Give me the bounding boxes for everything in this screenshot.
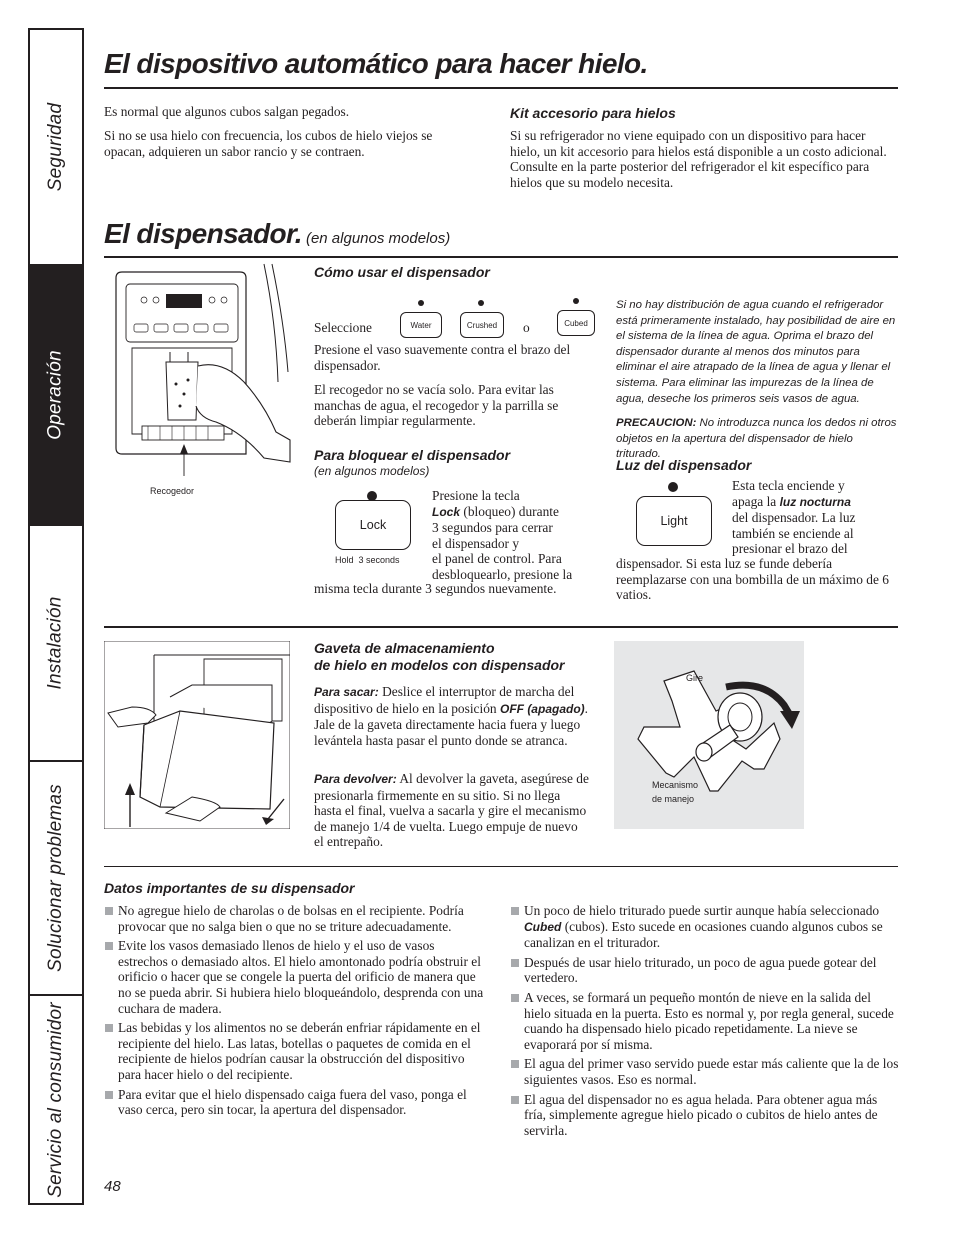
- kit-text: Si su refrigerador no viene equipado con un dispositivo para hacer hielo, un kit accesorio para hielos está disponible a un costo adicional. Consulte en la parte posterior del refrigerador el kit específico para hielos que su modelo necesita.: [510, 128, 887, 190]
- lock-line-3: 3 segundos para cerrar: [432, 520, 553, 536]
- page-title: El dispositivo automático para hacer hielo.: [104, 48, 648, 79]
- gire-caption: Gire: [686, 673, 704, 683]
- bin-return-paragraph: [314, 771, 590, 850]
- list-item: El agua del dispensador no es agua helada. Para obtener agua más fría, simplemente agregue hielo picado o cubitos de hielo antes de servirla.: [510, 1092, 900, 1139]
- select-word: Seleccione: [314, 320, 372, 335]
- return-label: Para devolver:: [314, 772, 397, 786]
- light-instructions: [732, 478, 902, 557]
- lock-hold-caption: Hold 3 seconds: [335, 555, 400, 565]
- light-line-1: Esta tecla enciende y: [732, 478, 845, 493]
- tab-seguridad[interactable]: Seguridad: [45, 102, 66, 192]
- list-item: Después de usar hielo triturado, un poco de agua puede gotear del vertedero.: [510, 955, 900, 986]
- light-button[interactable]: Light: [636, 496, 712, 546]
- list-item: Evite los vasos demasiado llenos de hielo y el uso de vasos estrechos o demasiado altos. El hielo amontonado podría obstruir el orificio o hacer que se congele la puerta del orificio de manera que no se pueda abrir. Si hubiera hielo bloqueándolo, desprenda con una cuchara de madera.: [104, 938, 484, 1016]
- ice-bin-illustration: [104, 641, 290, 829]
- cubed-indicator: [573, 298, 579, 304]
- light-key-label: luz nocturna: [779, 494, 851, 509]
- lock-line-2-text: (bloqueo) durante: [463, 503, 559, 519]
- lock-button[interactable]: Lock: [335, 500, 411, 550]
- list-item: [510, 903, 900, 951]
- title-rule: [104, 87, 898, 89]
- crushed-button[interactable]: Crushed: [460, 312, 504, 338]
- dispenser-rule: [104, 256, 898, 258]
- dispenser-title-text: El dispensador.: [104, 218, 302, 249]
- light-line-6: dispensador. Si esta luz se funde debería reemplazarse con una bombilla de un máximo de 6 vatios.: [616, 556, 889, 603]
- dispenser-title: [104, 218, 450, 250]
- lock-line-7: misma tecla durante 3 segundos nuevamente.: [314, 581, 557, 596]
- mechanism-caption: [652, 778, 698, 806]
- mechanism-caption-line-1: Mecanismo: [652, 780, 699, 790]
- light-indicator: [668, 482, 678, 492]
- remove-text-a: Deslice el interruptor de marcha del dispositivo de hielo en la posición: [314, 684, 575, 716]
- facts-heading: Datos importantes de su dispensador: [104, 880, 355, 896]
- dispenser-illustration: [104, 262, 296, 476]
- lock-line-4: el dispensador y: [432, 535, 520, 551]
- bin-heading: [314, 640, 565, 674]
- caution-text: No introduzca nunca los dedos ni otros objetos en la apertura del dispensador de hielo triturado.: [616, 417, 897, 461]
- bin-rule: [104, 626, 898, 628]
- how-paragraph-1: Presione el vaso suavemente contra el brazo del dispensador.: [314, 342, 571, 373]
- tab-solucionar-problemas[interactable]: Solucionar problemas: [30, 760, 82, 994]
- lock-line-2: [432, 504, 602, 521]
- list-item: A veces, se formará un pequeño montón de nieve en la salida del hielo situada en la puerta. Esto es normal y, por regla general, sucede cuando ha dispensado hielo picado repetidamente. La nieve se evaporará por sí misma.: [510, 990, 900, 1052]
- tab-instalacion[interactable]: Instalación: [45, 596, 67, 690]
- icemaker-paragraph-2: Si no se usa hielo con frecuencia, los cubos de hielo viejos se opacan, adquieren un sabor rancio y se contraen.: [104, 128, 433, 159]
- kit-heading: Kit accesorio para hielos: [510, 105, 676, 121]
- recogedor-caption: Recogedor: [150, 486, 195, 496]
- lock-line-6: desbloquearlo, presione la: [432, 566, 573, 582]
- ice-bin-drawing: [104, 641, 290, 829]
- facts-right-list: [510, 903, 900, 1142]
- lock-sub: (en algunos modelos): [314, 464, 430, 478]
- cubed-fact-text-a: Un poco de hielo triturado puede surtir aunque había seleccionado: [524, 903, 880, 918]
- water-button[interactable]: Water: [400, 312, 442, 338]
- light-line-2-text: apaga la: [732, 493, 777, 509]
- bin-heading-line-1: Gaveta de almacenamiento: [314, 640, 495, 656]
- how-heading: Cómo usar el dispensador: [314, 264, 490, 280]
- dispenser-title-note: (en algunos modelos): [305, 230, 451, 247]
- lock-line-1: Presione la tecla: [432, 488, 520, 503]
- side-tab-column: [28, 28, 84, 1205]
- cubed-button[interactable]: Cubed: [557, 310, 595, 336]
- light-line-4: también se enciende al: [732, 525, 854, 541]
- page-number: 48: [104, 1178, 121, 1195]
- drive-mechanism-drawing: [614, 641, 804, 829]
- or-word: o: [523, 320, 530, 335]
- drive-mechanism-illustration: [614, 641, 804, 829]
- mechanism-caption-line-2: de manejo: [652, 794, 695, 804]
- facts-rule: [104, 866, 898, 867]
- how-paragraph-2: El recogedor no se vacía solo. Para evitar las manchas de agua, el recogedor y la parrilla se deberán limpiar regularmente.: [314, 382, 559, 429]
- list-item: Para evitar que el hielo dispensado caiga fuera del vaso, ponga el vaso cerca, pero sin tocar, la apertura del dispensador.: [104, 1087, 484, 1118]
- cubed-key-label: Cubed: [524, 919, 562, 934]
- air-note: Si no hay distribución de agua cuando el refrigerador está primeramente instalado, hay posibilidad de aire en el sistema de la línea de agua. Oprima el brazo del dispensador durante al menos dos minutos para eliminar el aire atrapado de la línea de agua y llenar el sistema. Para eliminar las impurezas de la línea de agua, deseche los primeros seis vasos de agua.: [616, 299, 896, 405]
- lock-line-5: el panel de control. Para: [432, 551, 562, 567]
- remove-label: Para sacar:: [314, 685, 379, 699]
- bin-remove-paragraph: [314, 684, 588, 748]
- lock-key-label: Lock: [432, 504, 461, 519]
- return-text: Al devolver la gaveta, asegúrese de presionarla firmemente en su sitio. Si no llega hasta el final, vuelva a sacarla y gire el mecanismo de manejo 1/4 de vuelta. Luego empuje de nuevo el entrepaño.: [314, 771, 589, 850]
- remove-text-b: . Jale de la gaveta directamente hacia fuera y luego levántela hasta pasar el punto donde se atranca.: [314, 700, 589, 748]
- list-item: Las bebidas y los alimentos no se deberán enfriar rápidamente en el recipiente del hielo. Las latas, botellas o paquetes de comida en el recipiente de hielos podrían causar la obstrucción del dispositivo para hacer hielo o del recipiente.: [104, 1020, 484, 1082]
- list-item: No agregue hielo de charolas o de bolsas en el recipiente. Podría provocar que no salga bien o que no se triture adecuadamente.: [104, 903, 484, 934]
- facts-left-list: [104, 903, 484, 1122]
- tab-servicio-consumidor[interactable]: Servicio al consumidor: [30, 994, 82, 1203]
- off-label: OFF (apagado): [499, 701, 585, 716]
- light-line-2: [732, 494, 902, 511]
- cubed-fact-text-b: (cubos). Esto sucede en ocasiones cuando algunos cubos se canalizan en el triturador.: [524, 918, 883, 951]
- lock-instructions: [432, 488, 602, 583]
- list-item: El agua del primer vaso servido puede estar más caliente que la de los siguientes vasos. Eso es normal.: [510, 1056, 900, 1087]
- tab-operacion[interactable]: Operación: [30, 264, 82, 526]
- water-indicator: [418, 300, 424, 306]
- caution-note: [616, 416, 900, 463]
- bin-heading-line-2: de hielo en modelos con dispensador: [314, 657, 565, 673]
- icemaker-paragraph-1: Es normal que algunos cubos salgan pegados.: [104, 104, 350, 119]
- lock-heading: Para bloquear el dispensador: [314, 447, 511, 463]
- caution-label: PRECAUCION:: [616, 417, 697, 429]
- dispenser-drawing: [104, 262, 296, 476]
- crushed-indicator: [478, 300, 484, 306]
- light-heading: Luz del dispensador: [616, 457, 752, 473]
- light-line-5: presionar el brazo del: [732, 541, 848, 557]
- light-line-3: del dispensador. La luz: [732, 510, 856, 526]
